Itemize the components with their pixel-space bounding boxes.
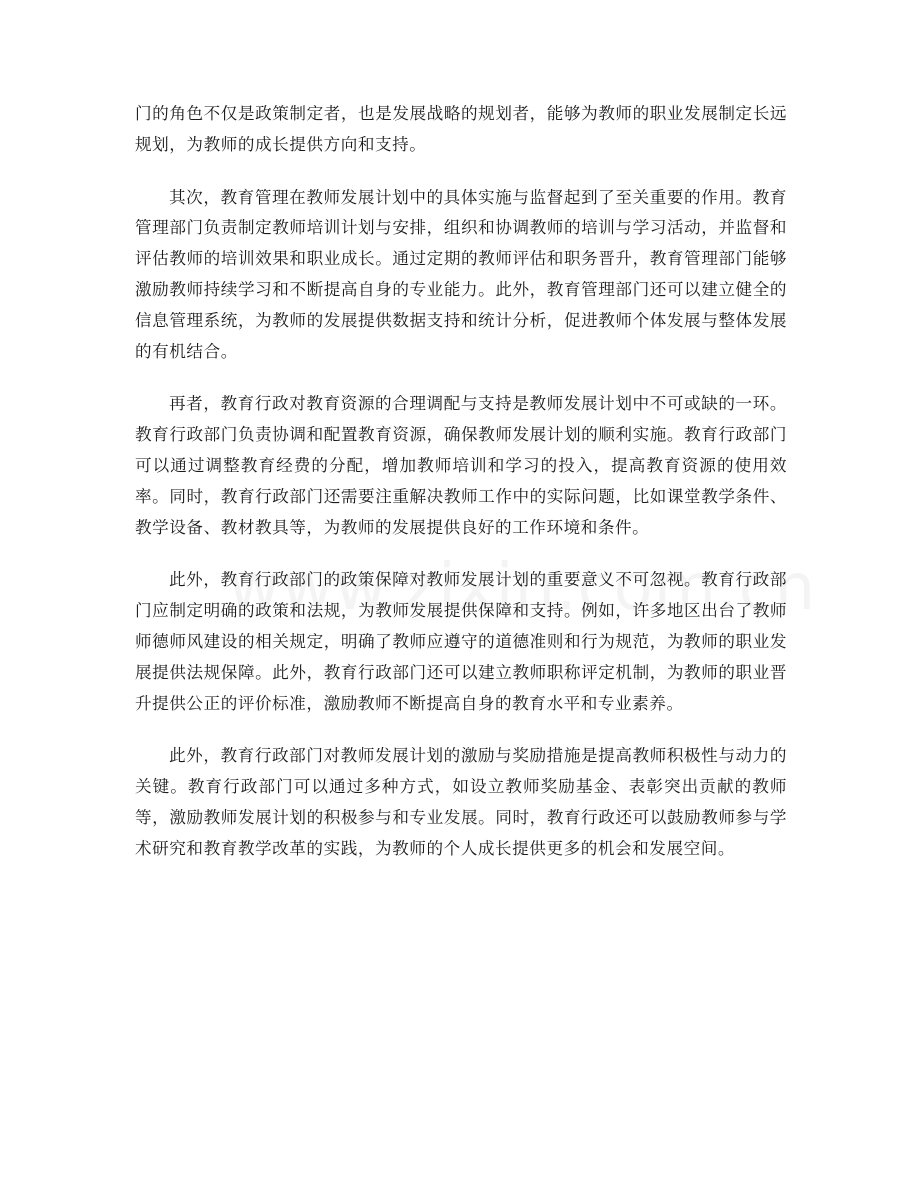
document-body xyxy=(135,99,787,887)
paragraph-2: 其次，教育管理在教师发展计划中的具体实施与监督起到了至关重要的作用。教育管理部门负责制定教师培训计划与安排，组织和协调教师的培训与学习活动，并监督和评估教师的培训效果和职业成长。通过定期的教师评估和职务晋升，教育管理部门能够激励教师持续学习和不断提高自身的专业能力。此外，教育管理部门还可以建立健全的信息管理系统，为教师的发展提供数据支持和统计分析，促进教师个体发展与整体发展的有机结合。 xyxy=(135,187,787,361)
paragraph-5: 此外，教育行政部门对教师发展计划的激励与奖励措施是提高教师积极性与动力的关键。教育行政部门可以通过多种方式，如设立教师奖励基金、表彰突出贡献的教师等，激励教师发展计划的积极参与和专业发展。同时，教育行政还可以鼓励教师参与学术研究和教育教学改革的实践，为教师的个人成长提供更多的机会和发展空间。 xyxy=(135,746,787,858)
paragraph-3: 再者，教育行政对教育资源的合理调配与支持是教师发展计划中不可或缺的一环。教育行政部门负责协调和配置教育资源，确保教师发展计划的顺利实施。教育行政部门可以通过调整教育经费的分配，增加教师培训和学习的投入，提高教育资源的使用效率。同时，教育行政部门还需要注重解决教师工作中的实际问题，比如课堂教学条件、教学设备、教材教具等，为教师的发展提供良好的工作环境和条件。 xyxy=(135,394,787,537)
paragraph-1: 门的角色不仅是政策制定者，也是发展战略的规划者，能够为教师的职业发展制定长远规划，为教师的成长提供方向和支持。 xyxy=(135,104,787,154)
paragraph-4: 此外，教育行政部门的政策保障对教师发展计划的重要意义不可忽视。教育行政部门应制定明确的政策和法规，为教师发展提供保障和支持。例如，许多地区出台了教师师德师风建设的相关规定，明确了教师应遵守的道德准则和行为规范，为教师的职业发展提供法规保障。此外，教育行政部门还可以建立教师职称评定机制，为教师的职业晋升提供公正的评价标准，激励教师不断提高自身的教育水平和专业素养。 xyxy=(135,570,787,713)
